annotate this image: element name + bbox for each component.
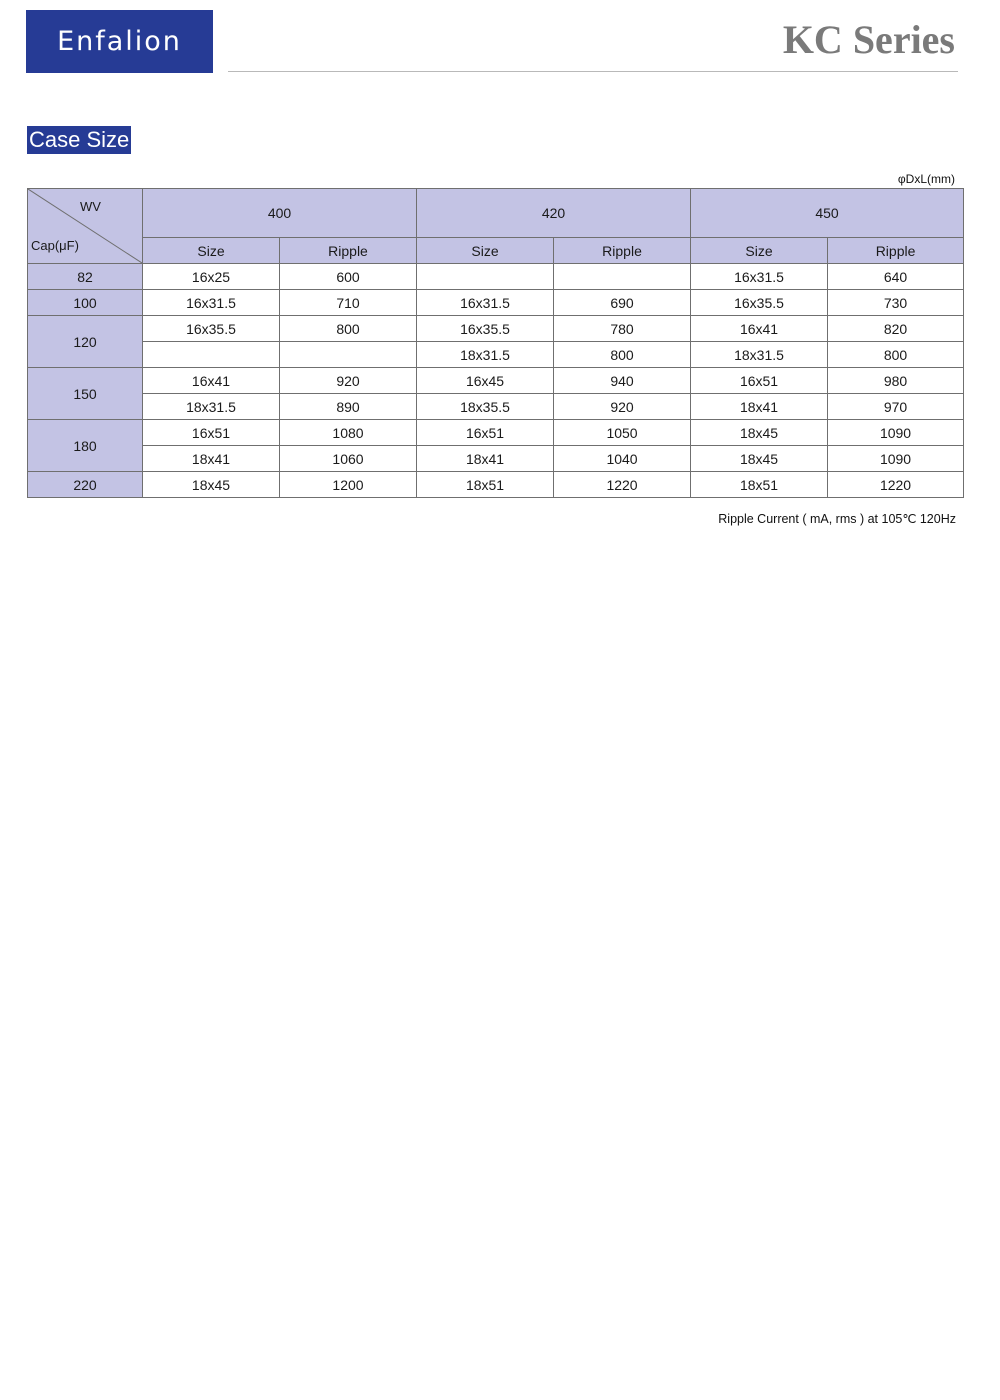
voltage-header-420: 420 bbox=[417, 189, 691, 238]
table-row bbox=[28, 316, 964, 342]
size-cell: 18x35.5 bbox=[417, 394, 554, 420]
case-size-table bbox=[27, 188, 964, 498]
size-cell: 16x51 bbox=[691, 368, 828, 394]
ripple-footnote: Ripple Current ( mA, rms ) at 105℃ 120Hz bbox=[718, 512, 956, 526]
size-cell: 16x31.5 bbox=[143, 290, 280, 316]
table-row bbox=[28, 290, 964, 316]
series-title: KC Series bbox=[782, 17, 955, 62]
capacitance-cell: 180 bbox=[28, 420, 143, 472]
ripple-cell: 1050 bbox=[554, 420, 691, 446]
size-cell: 18x51 bbox=[417, 472, 554, 498]
size-cell bbox=[417, 264, 554, 290]
size-cell: 16x35.5 bbox=[143, 316, 280, 342]
column-header-size: Size bbox=[691, 238, 828, 264]
ripple-cell: 980 bbox=[828, 368, 964, 394]
capacitance-cell: 82 bbox=[28, 264, 143, 290]
ripple-cell bbox=[554, 264, 691, 290]
ripple-cell: 600 bbox=[280, 264, 417, 290]
ripple-cell: 800 bbox=[828, 342, 964, 368]
column-header-ripple: Ripple bbox=[554, 238, 691, 264]
size-cell: 18x45 bbox=[143, 472, 280, 498]
size-cell: 16x41 bbox=[691, 316, 828, 342]
voltage-header-400: 400 bbox=[143, 189, 417, 238]
table-row bbox=[28, 446, 964, 472]
ripple-cell: 920 bbox=[280, 368, 417, 394]
size-cell: 18x45 bbox=[691, 446, 828, 472]
size-cell: 16x45 bbox=[417, 368, 554, 394]
size-cell: 16x31.5 bbox=[691, 264, 828, 290]
capacitance-cell: 100 bbox=[28, 290, 143, 316]
ripple-cell: 970 bbox=[828, 394, 964, 420]
ripple-cell: 730 bbox=[828, 290, 964, 316]
table-row bbox=[28, 368, 964, 394]
column-header-size: Size bbox=[417, 238, 554, 264]
ripple-cell: 890 bbox=[280, 394, 417, 420]
ripple-cell: 1090 bbox=[828, 420, 964, 446]
ripple-cell: 1220 bbox=[554, 472, 691, 498]
size-cell: 16x51 bbox=[143, 420, 280, 446]
wv-label: WV bbox=[80, 199, 101, 214]
voltage-header-450: 450 bbox=[691, 189, 964, 238]
ripple-cell bbox=[280, 342, 417, 368]
table-body bbox=[28, 264, 964, 498]
capacitance-cell: 120 bbox=[28, 316, 143, 368]
unit-note: φDxL(mm) bbox=[897, 172, 955, 186]
brand-logo: Enfalion bbox=[26, 10, 213, 73]
ripple-cell: 1040 bbox=[554, 446, 691, 472]
ripple-cell: 940 bbox=[554, 368, 691, 394]
ripple-cell: 710 bbox=[280, 290, 417, 316]
size-cell: 16x31.5 bbox=[417, 290, 554, 316]
column-header-ripple: Ripple bbox=[280, 238, 417, 264]
size-cell: 18x41 bbox=[691, 394, 828, 420]
size-cell: 18x31.5 bbox=[691, 342, 828, 368]
ripple-cell: 1200 bbox=[280, 472, 417, 498]
section-title: Case Size bbox=[29, 127, 130, 152]
cap-label: Cap(μF) bbox=[31, 238, 79, 253]
size-cell: 16x25 bbox=[143, 264, 280, 290]
table-row bbox=[28, 394, 964, 420]
ripple-cell: 800 bbox=[554, 342, 691, 368]
size-cell: 18x41 bbox=[143, 446, 280, 472]
size-cell: 18x31.5 bbox=[417, 342, 554, 368]
table-row bbox=[28, 420, 964, 446]
ripple-cell: 1060 bbox=[280, 446, 417, 472]
ripple-cell: 690 bbox=[554, 290, 691, 316]
ripple-cell: 800 bbox=[280, 316, 417, 342]
ripple-cell: 1080 bbox=[280, 420, 417, 446]
ripple-cell: 920 bbox=[554, 394, 691, 420]
ripple-cell: 1220 bbox=[828, 472, 964, 498]
ripple-cell: 640 bbox=[828, 264, 964, 290]
size-cell: 16x41 bbox=[143, 368, 280, 394]
size-cell: 16x35.5 bbox=[417, 316, 554, 342]
capacitance-cell: 220 bbox=[28, 472, 143, 498]
table-row bbox=[28, 342, 964, 368]
size-cell: 18x41 bbox=[417, 446, 554, 472]
table-row bbox=[28, 264, 964, 290]
column-header-ripple: Ripple bbox=[828, 238, 964, 264]
size-cell: 18x45 bbox=[691, 420, 828, 446]
ripple-cell: 1090 bbox=[828, 446, 964, 472]
table-corner-header bbox=[28, 189, 143, 264]
size-cell: 16x35.5 bbox=[691, 290, 828, 316]
ripple-cell: 820 bbox=[828, 316, 964, 342]
size-cell bbox=[143, 342, 280, 368]
capacitance-cell: 150 bbox=[28, 368, 143, 420]
size-cell: 18x51 bbox=[691, 472, 828, 498]
ripple-cell: 780 bbox=[554, 316, 691, 342]
column-header-size: Size bbox=[143, 238, 280, 264]
table-row bbox=[28, 472, 964, 498]
size-cell: 16x51 bbox=[417, 420, 554, 446]
size-cell: 18x31.5 bbox=[143, 394, 280, 420]
header-divider bbox=[228, 71, 958, 72]
